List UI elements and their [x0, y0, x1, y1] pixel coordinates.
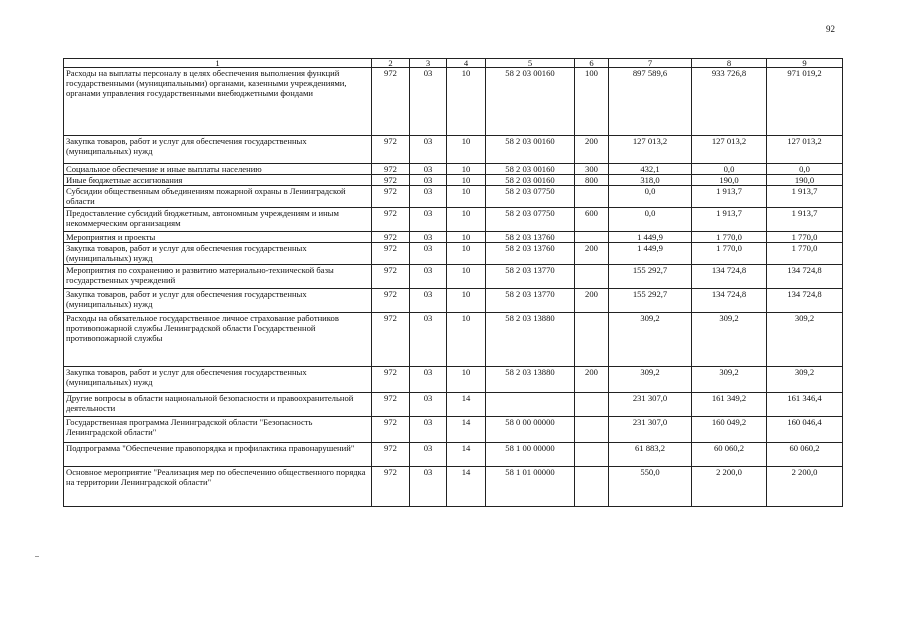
cell-target-article: 58 2 03 13770 [486, 265, 575, 289]
cell-amount-year-3: 161 346,4 [767, 393, 843, 417]
cell-ministry-code: 972 [372, 393, 410, 417]
row-description: Предоставление субсидий бюджетным, автономным учреждениям и иным некоммерческим организациям [64, 208, 372, 232]
cell-target-article: 58 2 03 13770 [486, 289, 575, 313]
cell-expense-type: 200 [575, 289, 609, 313]
cell-expense-type [575, 443, 609, 467]
cell-amount-year-2: 160 049,2 [692, 417, 767, 443]
cell-target-article: 58 2 03 13760 [486, 243, 575, 265]
table-row [64, 265, 843, 289]
cell-amount-year-1: 309,2 [609, 367, 692, 393]
cell-amount-year-3: 134 724,8 [767, 265, 843, 289]
row-description: Мероприятия по сохранению и развитию материально-технической базы государственных учреждений [64, 265, 372, 289]
cell-ministry-code: 972 [372, 265, 410, 289]
cell-expense-type [575, 417, 609, 443]
cell-ministry-code: 972 [372, 186, 410, 208]
cell-amount-year-2: 1 770,0 [692, 232, 767, 243]
cell-amount-year-1: 550,0 [609, 467, 692, 507]
cell-expense-type [575, 265, 609, 289]
cell-ministry-code: 972 [372, 313, 410, 367]
cell-expense-type [575, 313, 609, 367]
cell-amount-year-2: 309,2 [692, 367, 767, 393]
cell-section: 03 [410, 265, 447, 289]
cell-target-article: 58 2 03 00160 [486, 136, 575, 164]
cell-amount-year-2: 0,0 [692, 164, 767, 175]
cell-amount-year-3: 127 013,2 [767, 136, 843, 164]
cell-expense-type: 200 [575, 136, 609, 164]
row-description: Расходы на обязательное государственное личное страхование работников противопожарной службы Ленинградской области Государственной противопожарной службы [64, 313, 372, 367]
cell-section: 03 [410, 467, 447, 507]
cell-amount-year-1: 127 013,2 [609, 136, 692, 164]
table-row [64, 417, 843, 443]
cell-target-article: 58 1 01 00000 [486, 467, 575, 507]
page-number: 92 [826, 24, 835, 34]
table-row [64, 175, 843, 186]
row-description: Социальное обеспечение и иные выплаты населению [64, 164, 372, 175]
cell-amount-year-2: 190,0 [692, 175, 767, 186]
cell-subsection: 10 [447, 243, 486, 265]
cell-subsection: 10 [447, 175, 486, 186]
cell-section: 03 [410, 186, 447, 208]
cell-section: 03 [410, 417, 447, 443]
cell-target-article [486, 393, 575, 417]
cell-amount-year-1: 1 449,9 [609, 243, 692, 265]
cell-section: 03 [410, 175, 447, 186]
cell-subsection: 10 [447, 164, 486, 175]
row-description: Мероприятия и проекты [64, 232, 372, 243]
table-header [64, 59, 843, 68]
cell-section: 03 [410, 443, 447, 467]
cell-expense-type: 200 [575, 367, 609, 393]
cell-amount-year-3: 60 060,2 [767, 443, 843, 467]
table-row [64, 393, 843, 417]
cell-ministry-code: 972 [372, 175, 410, 186]
cell-amount-year-3: 1 770,0 [767, 232, 843, 243]
column-header-8: 8 [692, 59, 767, 68]
cell-amount-year-1: 309,2 [609, 313, 692, 367]
cell-amount-year-2: 2 200,0 [692, 467, 767, 507]
cell-subsection: 14 [447, 417, 486, 443]
column-header-2: 2 [372, 59, 410, 68]
cell-amount-year-1: 231 307,0 [609, 417, 692, 443]
cell-amount-year-2: 1 770,0 [692, 243, 767, 265]
cell-target-article: 58 0 00 00000 [486, 417, 575, 443]
cell-section: 03 [410, 243, 447, 265]
cell-ministry-code: 972 [372, 417, 410, 443]
cell-ministry-code: 972 [372, 232, 410, 243]
table-row [64, 443, 843, 467]
cell-ministry-code: 972 [372, 289, 410, 313]
column-header-9: 9 [767, 59, 843, 68]
row-description: Подпрограмма "Обеспечение правопорядка и профилактика правонарушений" [64, 443, 372, 467]
cell-amount-year-3: 134 724,8 [767, 289, 843, 313]
row-description: Закупка товаров, работ и услуг для обеспечения государственных (муниципальных) нужд [64, 243, 372, 265]
cell-subsection: 10 [447, 313, 486, 367]
cell-ministry-code: 972 [372, 467, 410, 507]
cell-amount-year-3: 190,0 [767, 175, 843, 186]
cell-amount-year-1: 318,0 [609, 175, 692, 186]
cell-amount-year-2: 309,2 [692, 313, 767, 367]
cell-subsection: 14 [447, 467, 486, 507]
cell-amount-year-3: 2 200,0 [767, 467, 843, 507]
cell-subsection: 14 [447, 393, 486, 417]
cell-target-article: 58 2 03 00160 [486, 175, 575, 186]
cell-expense-type: 600 [575, 208, 609, 232]
table-row [64, 232, 843, 243]
table-body [64, 68, 843, 507]
cell-amount-year-1: 897 589,6 [609, 68, 692, 136]
cell-amount-year-2: 161 349,2 [692, 393, 767, 417]
cell-section: 03 [410, 289, 447, 313]
cell-subsection: 10 [447, 232, 486, 243]
budget-table [63, 58, 843, 507]
cell-expense-type: 200 [575, 243, 609, 265]
cell-expense-type [575, 186, 609, 208]
cell-amount-year-3: 0,0 [767, 164, 843, 175]
row-description: Основное мероприятие "Реализация мер по обеспечению общественного порядка на территории Ленинградской области" [64, 467, 372, 507]
table-row [64, 367, 843, 393]
cell-ministry-code: 972 [372, 164, 410, 175]
cell-expense-type [575, 232, 609, 243]
cell-subsection: 10 [447, 289, 486, 313]
cell-target-article: 58 2 03 13880 [486, 313, 575, 367]
row-description: Субсидии общественным объединениям пожарной охраны в Ленинградской области [64, 186, 372, 208]
cell-target-article: 58 2 03 13760 [486, 232, 575, 243]
cell-target-article: 58 2 03 13880 [486, 367, 575, 393]
margin-mark [35, 556, 39, 557]
row-description: Иные бюджетные ассигнования [64, 175, 372, 186]
column-header-3: 3 [410, 59, 447, 68]
table-row [64, 313, 843, 367]
cell-ministry-code: 972 [372, 367, 410, 393]
cell-amount-year-1: 1 449,9 [609, 232, 692, 243]
cell-target-article: 58 1 00 00000 [486, 443, 575, 467]
cell-subsection: 10 [447, 208, 486, 232]
cell-amount-year-1: 0,0 [609, 208, 692, 232]
cell-amount-year-3: 1 913,7 [767, 186, 843, 208]
cell-amount-year-3: 971 019,2 [767, 68, 843, 136]
cell-amount-year-2: 127 013,2 [692, 136, 767, 164]
cell-ministry-code: 972 [372, 68, 410, 136]
budget-table-container [63, 58, 843, 507]
row-description: Другие вопросы в области национальной безопасности и правоохранительной деятельности [64, 393, 372, 417]
cell-target-article: 58 2 03 07750 [486, 186, 575, 208]
column-header-6: 6 [575, 59, 609, 68]
cell-section: 03 [410, 136, 447, 164]
cell-subsection: 14 [447, 443, 486, 467]
column-header-7: 7 [609, 59, 692, 68]
table-row [64, 243, 843, 265]
table-row [64, 208, 843, 232]
cell-section: 03 [410, 164, 447, 175]
row-description: Закупка товаров, работ и услуг для обеспечения государственных (муниципальных) нужд [64, 289, 372, 313]
cell-amount-year-2: 134 724,8 [692, 265, 767, 289]
cell-expense-type: 800 [575, 175, 609, 186]
cell-amount-year-2: 1 913,7 [692, 208, 767, 232]
cell-expense-type [575, 467, 609, 507]
cell-amount-year-1: 155 292,7 [609, 289, 692, 313]
cell-amount-year-3: 1 770,0 [767, 243, 843, 265]
cell-ministry-code: 972 [372, 243, 410, 265]
cell-amount-year-3: 1 913,7 [767, 208, 843, 232]
column-header-1: 1 [64, 59, 372, 68]
cell-amount-year-2: 60 060,2 [692, 443, 767, 467]
row-description: Закупка товаров, работ и услуг для обеспечения государственных (муниципальных) нужд [64, 367, 372, 393]
cell-amount-year-1: 432,1 [609, 164, 692, 175]
cell-amount-year-3: 160 046,4 [767, 417, 843, 443]
cell-expense-type: 300 [575, 164, 609, 175]
cell-subsection: 10 [447, 136, 486, 164]
row-description: Закупка товаров, работ и услуг для обеспечения государственных (муниципальных) нужд [64, 136, 372, 164]
table-row [64, 289, 843, 313]
cell-subsection: 10 [447, 186, 486, 208]
table-row [64, 136, 843, 164]
cell-amount-year-1: 61 883,2 [609, 443, 692, 467]
row-description: Расходы на выплаты персоналу в целях обеспечения выполнения функций государственными (муниципальными) органами, казенными учреждениями, органами управления государственными внебюджетными фондами [64, 68, 372, 136]
table-row [64, 467, 843, 507]
cell-amount-year-1: 231 307,0 [609, 393, 692, 417]
cell-amount-year-1: 0,0 [609, 186, 692, 208]
table-row [64, 164, 843, 175]
cell-expense-type: 100 [575, 68, 609, 136]
cell-section: 03 [410, 208, 447, 232]
cell-amount-year-3: 309,2 [767, 367, 843, 393]
cell-ministry-code: 972 [372, 443, 410, 467]
cell-subsection: 10 [447, 68, 486, 136]
cell-subsection: 10 [447, 367, 486, 393]
cell-section: 03 [410, 232, 447, 243]
column-header-5: 5 [486, 59, 575, 68]
cell-target-article: 58 2 03 00160 [486, 164, 575, 175]
cell-target-article: 58 2 03 00160 [486, 68, 575, 136]
cell-target-article: 58 2 03 07750 [486, 208, 575, 232]
cell-expense-type [575, 393, 609, 417]
cell-ministry-code: 972 [372, 208, 410, 232]
cell-section: 03 [410, 313, 447, 367]
cell-section: 03 [410, 393, 447, 417]
cell-subsection: 10 [447, 265, 486, 289]
table-row [64, 186, 843, 208]
cell-amount-year-3: 309,2 [767, 313, 843, 367]
column-header-4: 4 [447, 59, 486, 68]
cell-amount-year-2: 1 913,7 [692, 186, 767, 208]
header-row [64, 59, 843, 68]
row-description: Государственная программа Ленинградской области "Безопасность Ленинградской области" [64, 417, 372, 443]
cell-amount-year-1: 155 292,7 [609, 265, 692, 289]
cell-section: 03 [410, 367, 447, 393]
table-row [64, 68, 843, 136]
cell-amount-year-2: 933 726,8 [692, 68, 767, 136]
cell-ministry-code: 972 [372, 136, 410, 164]
cell-amount-year-2: 134 724,8 [692, 289, 767, 313]
cell-section: 03 [410, 68, 447, 136]
